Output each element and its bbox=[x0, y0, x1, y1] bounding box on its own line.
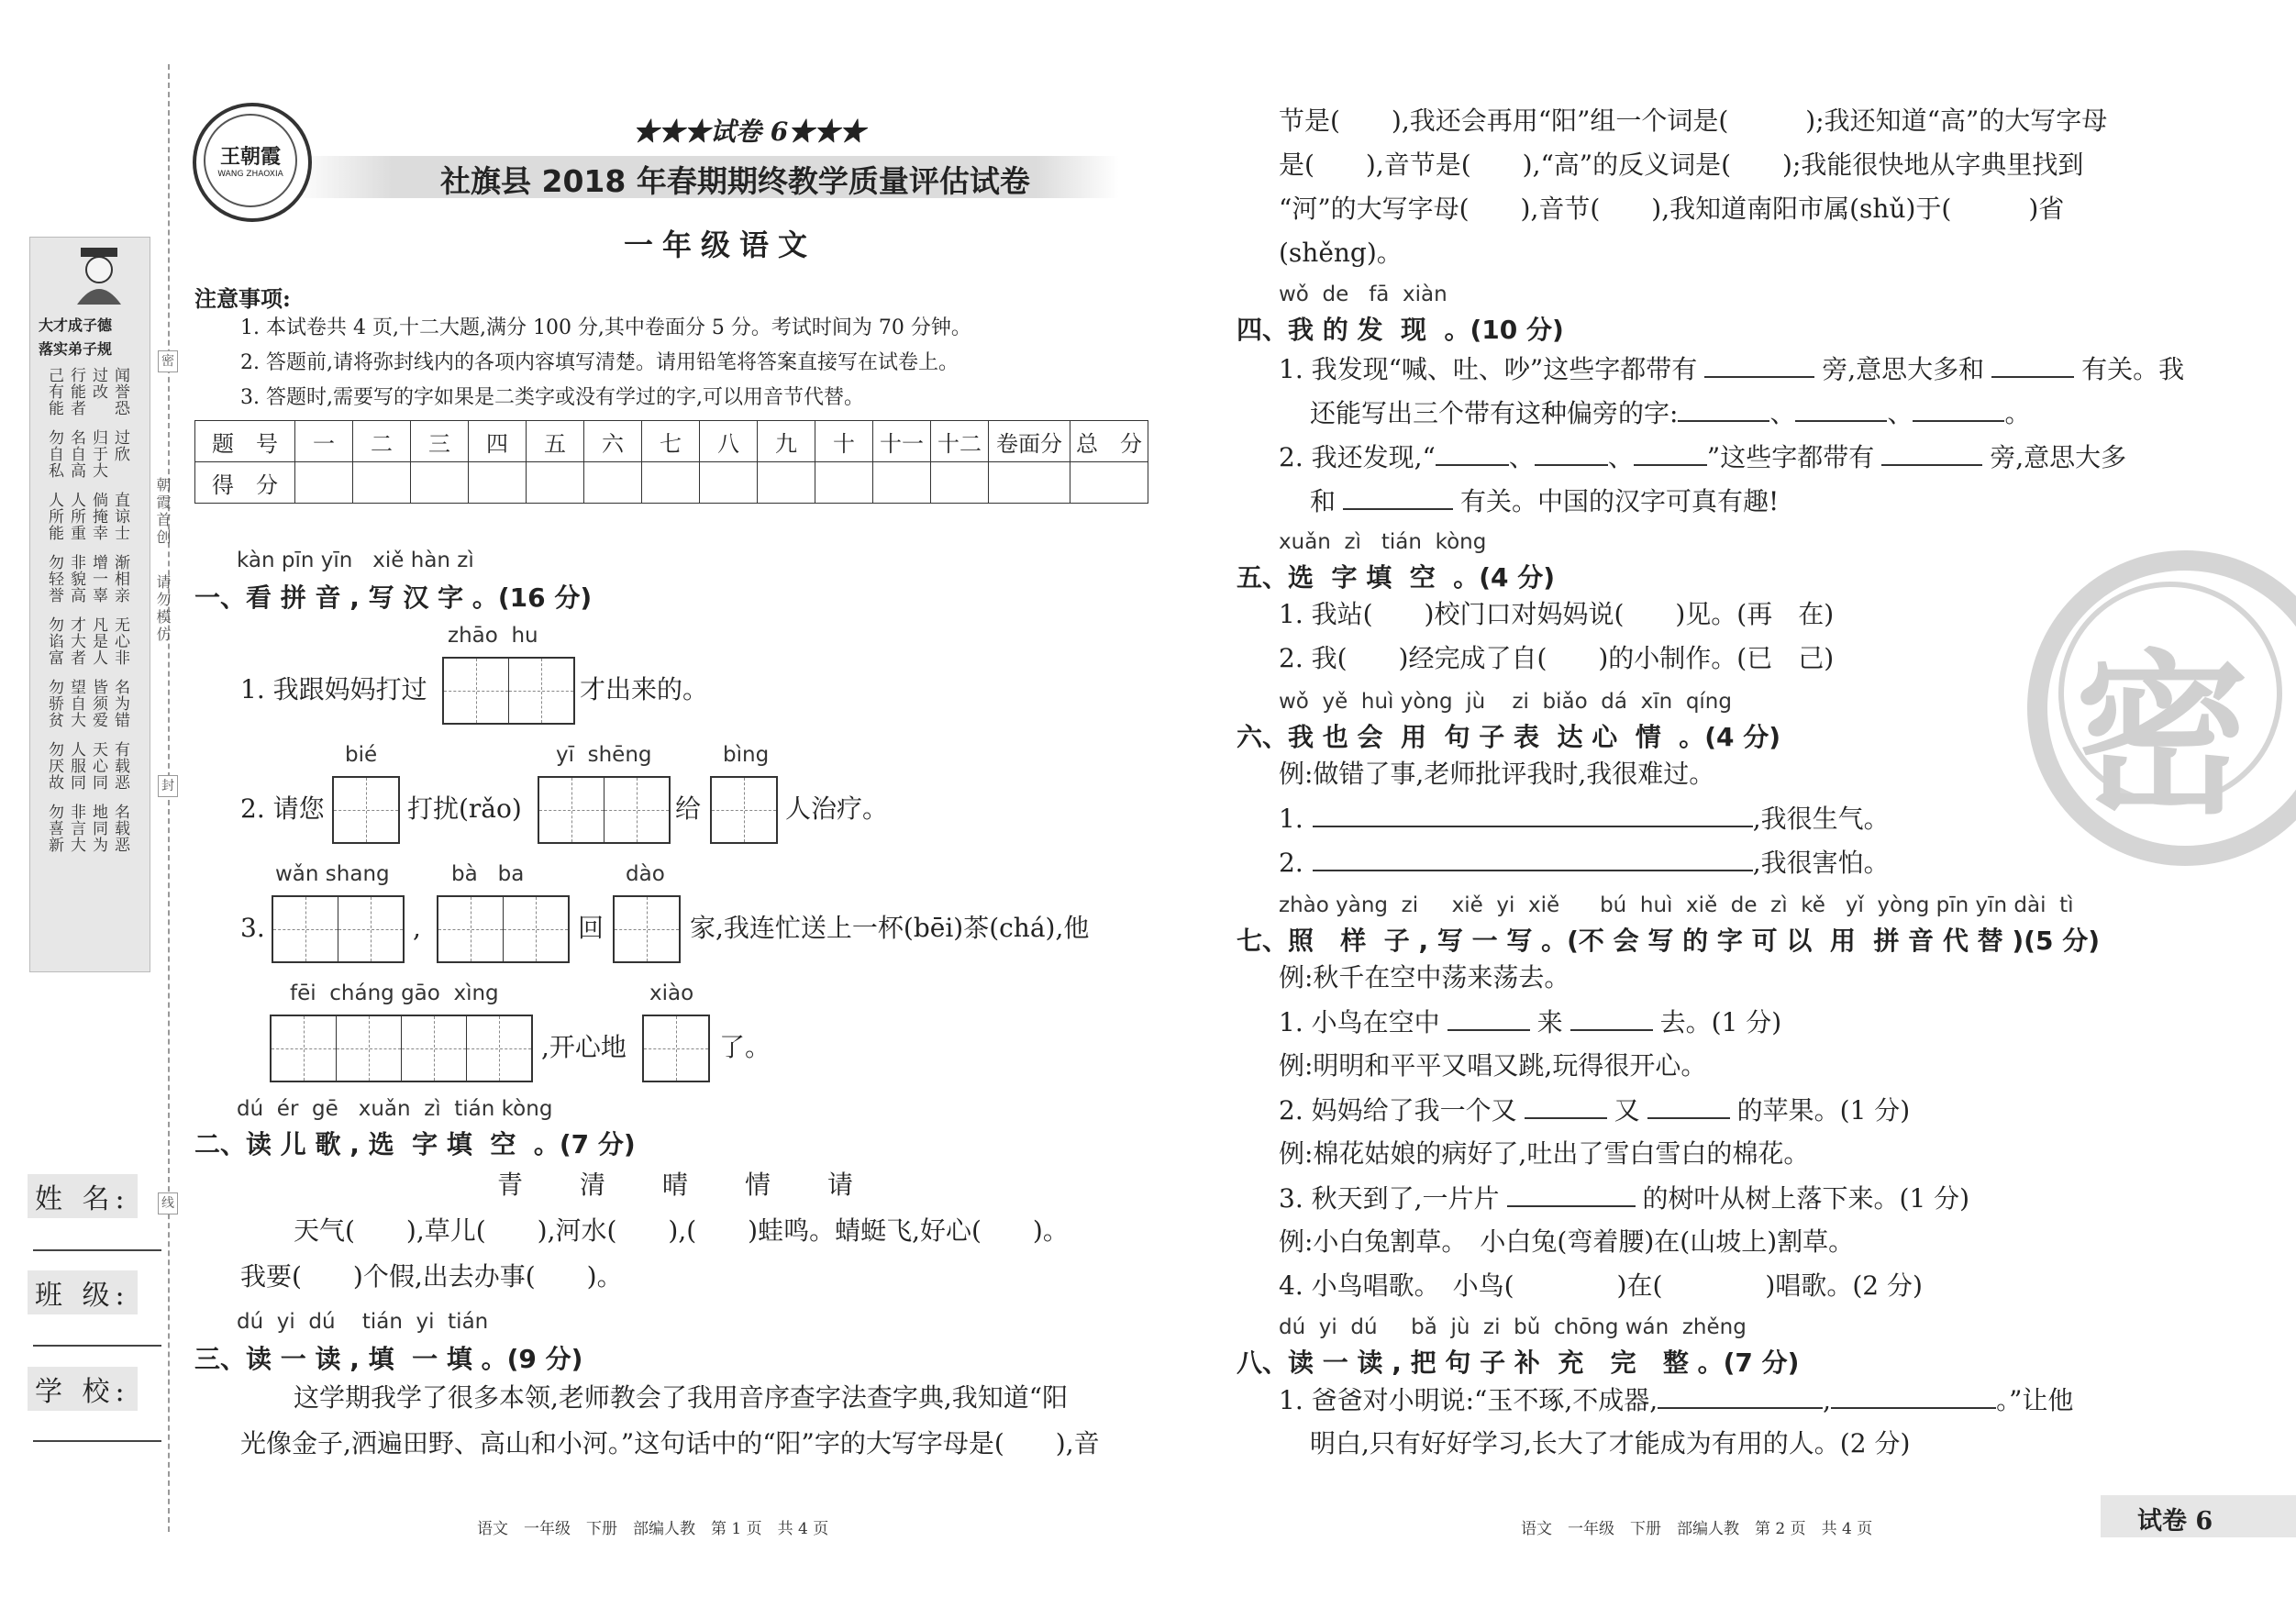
answer-blank[interactable] bbox=[1343, 488, 1453, 510]
s1-q2-pinyin-1: bié bbox=[345, 743, 378, 767]
side-label-original: 朝霞首创 bbox=[154, 477, 172, 547]
score-cell[interactable] bbox=[642, 462, 700, 504]
answer-blank[interactable] bbox=[1881, 444, 1982, 466]
motto-column: 己有能 bbox=[45, 367, 63, 416]
motto-column: 凡是人 bbox=[89, 616, 107, 666]
motto-column: 名为错 bbox=[111, 679, 129, 728]
score-cell[interactable] bbox=[1070, 462, 1148, 504]
s1-q1-pinyin: zhāo hu bbox=[448, 624, 538, 648]
motto-column: 名自高 bbox=[67, 429, 85, 479]
s2-option-3: 晴 bbox=[662, 1170, 689, 1200]
writing-grid[interactable] bbox=[538, 776, 671, 844]
s6-q1-text: ,我很生气。 bbox=[1752, 804, 1890, 834]
answer-blank[interactable] bbox=[1313, 849, 1753, 871]
motto-column: 望自大 bbox=[67, 679, 85, 728]
motto-column: 归于大 bbox=[89, 429, 107, 479]
answer-blank[interactable] bbox=[1535, 444, 1608, 466]
paper-label: ★★★试卷 6★★★ bbox=[633, 116, 866, 147]
s8-pinyin: dú yi dú bǎ jù zi bǔ chōng wán zhěng bbox=[1279, 1315, 1747, 1339]
answer-blank[interactable] bbox=[1313, 805, 1753, 827]
motto-column: 勿骄贫 bbox=[45, 679, 63, 728]
answer-blank[interactable] bbox=[1570, 1009, 1653, 1031]
s4-q1-line2: 还能写出三个带有这种偏旁的字: 、 、 。 bbox=[1310, 398, 2031, 428]
s7-q3-text-a: 3. 秋天到了,一片片 bbox=[1279, 1183, 1500, 1214]
s4-q2-line1: 2. 我还发现,“ 、 、 ”这些字都带有 旁,意思大多 bbox=[1279, 442, 2127, 472]
answer-blank[interactable] bbox=[1658, 1387, 1823, 1409]
note-2: 2. 答题前,请将弥封线内的各项内容填写清楚。请用铅笔将答案直接写在试卷上。 bbox=[240, 351, 959, 374]
s7-q1-text-a: 1. 小鸟在空中 bbox=[1279, 1007, 1440, 1037]
score-header-cell: 六 bbox=[584, 421, 642, 462]
s2-option-5: 请 bbox=[827, 1170, 854, 1200]
s1-q3-text-a: 3. bbox=[240, 913, 265, 943]
motto-group bbox=[44, 554, 136, 604]
motto-column: 直谅士 bbox=[111, 492, 129, 541]
s1-q3-text-b: , bbox=[413, 913, 421, 943]
s2-title: 二、读 儿 歌 , 选 字 填 空 。(7 分) bbox=[194, 1129, 636, 1159]
score-cell[interactable] bbox=[584, 462, 642, 504]
writing-grid[interactable] bbox=[442, 657, 575, 725]
s1-q2-pinyin-2: yī shēng bbox=[556, 743, 652, 767]
s1-q2-text-d: 人治疗。 bbox=[785, 793, 889, 824]
score-header-cell: 总 分 bbox=[1070, 421, 1148, 462]
motto-column: 皆须爱 bbox=[89, 679, 107, 728]
answer-blank[interactable] bbox=[1913, 400, 2004, 422]
s4-q2-text-d: 和 bbox=[1310, 486, 1337, 516]
s4-q2-text-b: ”这些字都带有 bbox=[1706, 442, 1875, 472]
motto-column: 人服同 bbox=[67, 741, 85, 791]
s6-example: 例:做错了事,老师批评我时,我很难过。 bbox=[1279, 759, 1715, 789]
s8-title: 八、读 一 读 , 把 句 子 补 充 完 整 。(7 分) bbox=[1237, 1347, 1800, 1378]
s3-title: 三、读 一 读 , 填 一 填 。(9 分) bbox=[194, 1344, 583, 1374]
s2-line-1: 天气( ),草儿( ),河水( ),( )蛙鸣。蜻蜓飞,好心( )。 bbox=[294, 1215, 1069, 1246]
s4-q1-text-c: 有关。我 bbox=[2081, 354, 2185, 384]
score-row-label: 得 分 bbox=[195, 462, 295, 504]
s7-q1 bbox=[1279, 1009, 1781, 1036]
score-header-cell: 卷面分 bbox=[989, 421, 1070, 462]
s6-q1-number: 1. bbox=[1279, 804, 1303, 834]
s4-q2-text-a: 2. 我还发现,“ bbox=[1279, 442, 1436, 472]
s5-pinyin: xuǎn zì tián kòng bbox=[1279, 530, 1487, 554]
motto-column: 无心非 bbox=[111, 616, 129, 666]
s4-q1-text-d: 还能写出三个带有这种偏旁的字: bbox=[1310, 398, 1679, 428]
s2-option-2: 清 bbox=[580, 1170, 606, 1200]
motto-column: 倘掩幸 bbox=[89, 492, 107, 541]
school-field[interactable] bbox=[33, 1440, 161, 1442]
class-field[interactable] bbox=[33, 1345, 161, 1347]
score-cell[interactable] bbox=[931, 462, 989, 504]
s6-q2-text: ,我很害怕。 bbox=[1752, 848, 1890, 878]
answer-blank[interactable] bbox=[1831, 1387, 1996, 1409]
answer-blank[interactable] bbox=[1436, 444, 1509, 466]
s1-q3-pinyin-2: bà ba bbox=[451, 862, 525, 886]
motto-column: 勿厌故 bbox=[45, 741, 63, 791]
s3-para-4: 是( ),音节是( ),“高”的反义词是( );我能很快地从字典里找到 bbox=[1279, 150, 2084, 180]
score-header-cell: 五 bbox=[527, 421, 584, 462]
motto-column: 勿谄富 bbox=[45, 616, 63, 666]
motto-column: 才大者 bbox=[67, 616, 85, 666]
score-cell[interactable] bbox=[700, 462, 758, 504]
score-header-cell: 三 bbox=[411, 421, 469, 462]
s5-q2: 2. 我( )经完成了自( )的小制作。(已 己) bbox=[1279, 643, 1835, 673]
s7-pinyin: zhào yàng zi xiě yi xiě bú huì xiě de zì kě yǐ yòng pīn yīn dài tì bbox=[1279, 893, 2074, 917]
motto-column: 名载恶 bbox=[111, 804, 129, 853]
footer-right: 语文 一年级 下册 部编人教 第 2 页 共 4 页 bbox=[1521, 1520, 1873, 1538]
s3-pinyin: dú yi dú tián yi tián bbox=[237, 1310, 489, 1334]
s1-q3-text-f: 了。 bbox=[719, 1032, 771, 1062]
s7-q1-text-c: 去。(1 分) bbox=[1659, 1007, 1782, 1037]
corner-label: 试卷 6 bbox=[2137, 1507, 2213, 1536]
answer-blank[interactable] bbox=[1991, 356, 2074, 378]
motto-column: 行能者 bbox=[67, 367, 85, 416]
s4-title: 四、我 的 发 现 。(10 分) bbox=[1237, 315, 1564, 345]
writing-grid[interactable] bbox=[710, 776, 778, 844]
s1-pinyin: kàn pīn yīn xiě hàn zì bbox=[237, 549, 474, 572]
school-label: 学 校: bbox=[28, 1367, 138, 1411]
motto-column: 勿喜新 bbox=[45, 804, 63, 853]
motto-group bbox=[44, 741, 136, 791]
s7-q2 bbox=[1279, 1097, 1910, 1124]
writing-grid[interactable] bbox=[642, 1015, 710, 1082]
motto-group bbox=[44, 492, 136, 541]
score-cell[interactable] bbox=[469, 462, 527, 504]
s2-line-2: 我要( )个假,出去办事( )。 bbox=[240, 1261, 623, 1292]
s1-q2-text-a: 2. 请您 bbox=[240, 793, 325, 824]
s8-q1-text-b: 。”让他 bbox=[1996, 1385, 2074, 1415]
s4-q1-line1 bbox=[1279, 356, 2184, 383]
motto-column: 增一辜 bbox=[89, 554, 107, 604]
s7-example-3: 例:棉花姑娘的病好了,吐出了雪白雪白的棉花。 bbox=[1279, 1138, 1810, 1169]
subject-title: 一年级语文 bbox=[624, 227, 817, 262]
answer-blank[interactable] bbox=[1525, 1097, 1607, 1119]
motto-column: 非言大 bbox=[67, 804, 85, 853]
s3-para-2: 光像金子,洒遍田野、高山和小河。”这句话中的“阳”字的大写字母是( ),音 bbox=[240, 1428, 1100, 1458]
s4-q2-line2 bbox=[1310, 488, 1779, 515]
score-header-cell: 题 号 bbox=[195, 421, 295, 462]
s7-q2-text-b: 又 bbox=[1614, 1095, 1640, 1126]
score-header-cell: 七 bbox=[642, 421, 700, 462]
s6-q2-number: 2. bbox=[1279, 848, 1303, 878]
s7-q3 bbox=[1279, 1185, 1969, 1212]
score-header-cell: 八 bbox=[700, 421, 758, 462]
motto-column: 勿轻誉 bbox=[45, 554, 63, 604]
motto-group bbox=[44, 616, 136, 666]
s1-q1-text-a: 1. 我跟妈妈打过 bbox=[240, 674, 427, 704]
s1-q3-pinyin-4: fēi cháng gāo xìng bbox=[290, 981, 499, 1005]
motto-column: 人所能 bbox=[45, 492, 63, 541]
score-cell[interactable] bbox=[815, 462, 873, 504]
class-label: 班 级: bbox=[28, 1270, 138, 1314]
s1-q2-text-c: 给 bbox=[675, 793, 702, 824]
footer-left: 语文 一年级 下册 部编人教 第 1 页 共 4 页 bbox=[477, 1520, 829, 1538]
writing-grid[interactable] bbox=[332, 776, 400, 844]
motto-columns bbox=[44, 367, 136, 866]
logo-subtext: WANG ZHAOXIA bbox=[217, 170, 283, 179]
motto-group bbox=[44, 679, 136, 728]
score-cell[interactable] bbox=[527, 462, 584, 504]
s4-q1-text-b: 旁,意思大多和 bbox=[1822, 354, 1985, 384]
writing-grid[interactable] bbox=[272, 895, 405, 963]
s6-title: 六、我 也 会 用 句 子 表 达 心 情 。(4 分) bbox=[1237, 722, 1781, 752]
motto-column: 天心同 bbox=[89, 741, 107, 791]
s1-q2-text-b: 打扰(rǎo) bbox=[407, 793, 522, 824]
s4-pinyin: wǒ de fā xiàn bbox=[1279, 283, 1447, 306]
s4-q2-text-c: 旁,意思大多 bbox=[1990, 442, 2127, 472]
scholar-illustration bbox=[53, 246, 145, 301]
note-1: 1. 本试卷共 4 页,十二大题,满分 100 分,其中卷面分 5 分。考试时间为 70 分钟。 bbox=[240, 316, 971, 339]
s7-q2-text-a: 2. 妈妈给了我一个又 bbox=[1279, 1095, 1517, 1126]
s3-para-5: “河”的大写字母( ),音节( ),我知道南阳市属(shǔ)于( )省 bbox=[1279, 194, 2065, 224]
s1-q2-pinyin-3: bìng bbox=[723, 743, 770, 767]
s2-option-4: 情 bbox=[745, 1170, 771, 1200]
motto-column: 有载恶 bbox=[111, 741, 129, 791]
score-cell[interactable] bbox=[758, 462, 815, 504]
answer-blank[interactable] bbox=[1795, 400, 1887, 422]
answer-blank[interactable] bbox=[1678, 400, 1769, 422]
motto-group bbox=[44, 367, 136, 416]
s1-q3-text-e: ,开心地 bbox=[541, 1032, 627, 1062]
motto-group bbox=[44, 804, 136, 853]
name-label: 姓 名: bbox=[28, 1174, 138, 1218]
binding-word-mi: 密 bbox=[158, 350, 178, 372]
side-label-no-copy: 请勿模仿 bbox=[154, 574, 172, 644]
binding-word-xian: 线 bbox=[158, 1192, 178, 1214]
s3-para-1: 这学期我学了很多本领,老师教会了我用音序查字法查字典,我知道“阳 bbox=[294, 1382, 1069, 1413]
s8-q1-text-a: 1. 爸爸对小明说:“玉不琢,不成器, bbox=[1279, 1385, 1658, 1415]
answer-blank[interactable] bbox=[1634, 444, 1707, 466]
writing-grid[interactable] bbox=[437, 895, 570, 963]
score-header-cell: 十二 bbox=[931, 421, 989, 462]
score-cell[interactable] bbox=[411, 462, 469, 504]
s1-q3-text-d: 家,我连忙送上一杯(bēi)茶(chá),他 bbox=[690, 913, 1090, 943]
logo-text: 王朝霞 bbox=[219, 145, 281, 169]
s7-q1-text-b: 来 bbox=[1536, 1007, 1563, 1037]
motto-column: 勿自私 bbox=[45, 429, 63, 479]
score-table bbox=[194, 420, 1148, 504]
secret-stamp-char: 密 bbox=[2075, 635, 2250, 837]
s6-q1 bbox=[1279, 805, 1890, 832]
motto-column: 过欣 bbox=[111, 429, 129, 462]
answer-blank[interactable] bbox=[1647, 1097, 1730, 1119]
s7-title: 七、照 样 子 , 写 一 写 。(不 会 写 的 字 可 以 用 拼 音 代 替 )(5 分) bbox=[1237, 926, 2101, 956]
score-header-cell: 十 bbox=[815, 421, 873, 462]
s7-q3-text-b: 的树叶从树上落下来。(1 分) bbox=[1642, 1183, 1970, 1214]
s2-option-1: 青 bbox=[497, 1170, 524, 1200]
s7-example-1: 例:秋千在空中荡来荡去。 bbox=[1279, 962, 1570, 993]
answer-blank[interactable] bbox=[1507, 1185, 1636, 1207]
s6-pinyin: wǒ yě huì yòng jù zi biǎo dá xīn qíng bbox=[1279, 690, 1732, 714]
score-table-header bbox=[195, 421, 1148, 462]
name-field[interactable] bbox=[33, 1249, 161, 1251]
s2-pinyin: dú ér gē xuǎn zì tián kòng bbox=[237, 1097, 553, 1121]
s6-q2 bbox=[1279, 849, 1890, 876]
s1-q3-text-c: 回 bbox=[578, 913, 605, 943]
slogan-2: 落实弟子规 bbox=[39, 340, 113, 358]
binding-line bbox=[168, 64, 170, 1532]
motto-column: 非貌高 bbox=[67, 554, 85, 604]
slogan-1: 大才成子德 bbox=[39, 316, 113, 334]
s4-q1-text-a: 1. 我发现“喊、吐、吵”这些字都带有 bbox=[1279, 354, 1698, 384]
s1-q3-pinyin-5: xiào bbox=[649, 981, 694, 1005]
score-cell[interactable] bbox=[989, 462, 1070, 504]
motto-group bbox=[44, 429, 136, 479]
score-header-cell: 一 bbox=[295, 421, 353, 462]
s4-q2-text-e: 有关。中国的汉字可真有趣! bbox=[1460, 486, 1780, 516]
motto-column: 过改 bbox=[89, 367, 107, 400]
s3-para-6: (shěng)。 bbox=[1279, 238, 1403, 268]
answer-blank[interactable] bbox=[1704, 356, 1814, 378]
notes-heading: 注意事项: bbox=[194, 285, 291, 312]
note-3: 3. 答题时,需要写的字如果是二类字或没有学过的字,可以用音节代替。 bbox=[240, 386, 864, 409]
score-cell[interactable] bbox=[295, 462, 353, 504]
writing-grid[interactable] bbox=[270, 1015, 533, 1082]
motto-column: 地同为 bbox=[89, 804, 107, 853]
s1-title: 一、看 拼 音 , 写 汉 字 。(16 分) bbox=[194, 582, 593, 613]
s7-example-4: 例:小白兔割草。 小白兔(弯着腰)在(山坡上)割草。 bbox=[1279, 1226, 1855, 1257]
s5-title: 五、选 字 填 空 。(4 分) bbox=[1237, 562, 1556, 593]
s1-q1-text-b: 才出来的。 bbox=[580, 674, 709, 704]
score-table-row bbox=[195, 462, 1148, 504]
score-header-cell: 十一 bbox=[873, 421, 931, 462]
s8-q1-line2: 明白,只有好好学习,长大了才能成为有用的人。(2 分) bbox=[1310, 1428, 1911, 1458]
s5-q1: 1. 我站( )校门口对妈妈说( )见。(再 在) bbox=[1279, 599, 1835, 629]
s1-q3-pinyin-1: wǎn shang bbox=[275, 862, 390, 886]
score-header-cell: 九 bbox=[758, 421, 815, 462]
binding-word-feng: 封 bbox=[158, 775, 178, 797]
s7-example-2: 例:明明和平平又唱又跳,玩得很开心。 bbox=[1279, 1050, 1707, 1081]
exam-title: 社旗县 2018 年春期期终教学质量评估试卷 bbox=[440, 163, 1030, 199]
s7-q2-text-c: 的苹果。(1 分) bbox=[1736, 1095, 1911, 1126]
s8-q1: 1. 爸爸对小明说:“玉不琢,不成器, , 。”让他 bbox=[1279, 1385, 2074, 1415]
score-cell[interactable] bbox=[353, 462, 411, 504]
answer-blank[interactable] bbox=[1447, 1009, 1530, 1031]
s3-para-3: 节是( ),我还会再用“阳”组一个词是( );我还知道“高”的大写字母 bbox=[1279, 105, 2108, 136]
score-cell[interactable] bbox=[873, 462, 931, 504]
motto-column: 人所重 bbox=[67, 492, 85, 541]
motto-column: 闻誉恐 bbox=[111, 367, 129, 416]
writing-grid[interactable] bbox=[613, 895, 681, 963]
s1-q3-pinyin-3: dào bbox=[626, 862, 665, 886]
score-header-cell: 四 bbox=[469, 421, 527, 462]
score-header-cell: 二 bbox=[353, 421, 411, 462]
brand-logo-inner bbox=[204, 114, 297, 207]
s7-q4: 4. 小鸟唱歌。 小鸟( )在( )唱歌。(2 分) bbox=[1279, 1270, 1923, 1301]
motto-column: 渐相亲 bbox=[111, 554, 129, 604]
